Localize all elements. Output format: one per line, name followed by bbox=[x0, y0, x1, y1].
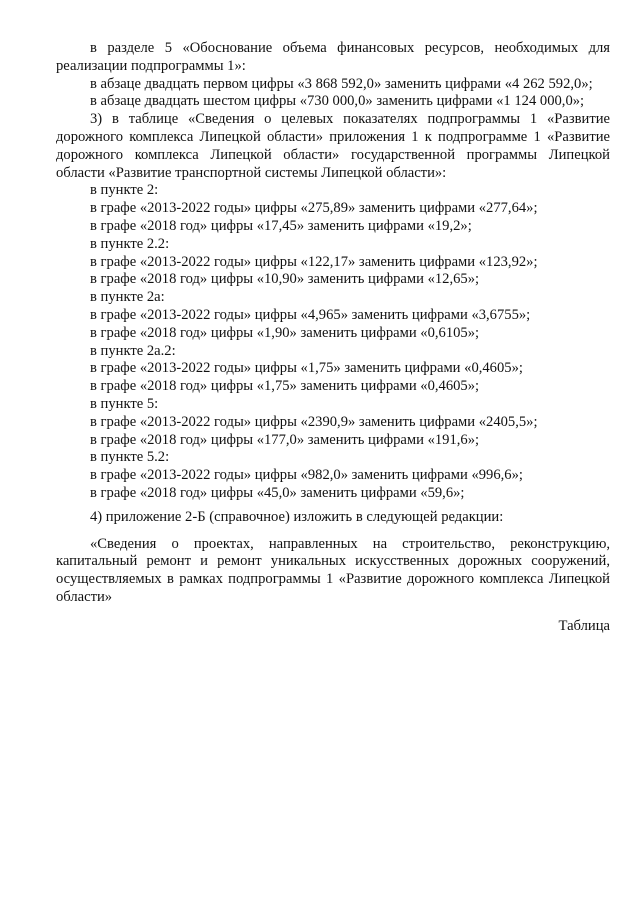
paragraph-point-2-2: в пункте 2.2: bbox=[90, 235, 170, 252]
paragraph-section5: в разделе 5 «Обоснование объема финансовых ресурсов, необходимых для реализации подпрограммы 1»: bbox=[56, 40, 610, 74]
paragraph-point-2: в пункте 2: bbox=[90, 182, 159, 199]
paragraph-point-5-2-row1: в графе «2013-2022 годы» цифры «982,0» заменить цифрами «996,6»; bbox=[90, 467, 523, 484]
paragraph-point-5-row1: в графе «2013-2022 годы» цифры «2390,9» заменить цифрами «2405,5»; bbox=[90, 413, 538, 430]
paragraph-point-2-2-row1: в графе «2013-2022 годы» цифры «122,17» заменить цифрами «123,92»; bbox=[90, 253, 538, 270]
paragraph-point-5: в пункте 5: bbox=[90, 395, 159, 412]
paragraph-point-5-row2: в графе «2018 год» цифры «177,0» заменить цифрами «191,6»; bbox=[90, 431, 480, 448]
table-label: Таблица bbox=[558, 617, 610, 634]
paragraph-point-2-row2: в графе «2018 год» цифры «17,45» заменить цифрами «19,2»; bbox=[90, 217, 472, 234]
paragraph-abzac-21: в абзаце двадцать первом цифры «3 868 592,0» заменить цифрами «4 262 592,0»; bbox=[90, 75, 593, 92]
paragraph-point-5-2-row2: в графе «2018 год» цифры «45,0» заменить цифрами «59,6»; bbox=[90, 484, 465, 501]
paragraph-point-2a-row1: в графе «2013-2022 годы» цифры «4,965» заменить цифрами «3,6755»; bbox=[90, 306, 531, 323]
paragraph-point-2-2-row2: в графе «2018 год» цифры «10,90» заменить цифрами «12,65»; bbox=[90, 271, 480, 288]
paragraph-appendix-title: «Сведения о проектах, направленных на строительство, реконструкцию, капитальный ремонт и ремонт уникальных искусственных дорожных сооружений, осуществляемых в рамках подпрограммы 1 «Развитие дорожного комплекса Липецкой области» bbox=[56, 535, 610, 605]
document-page bbox=[56, 40, 610, 636]
paragraph-point-2a: в пункте 2а: bbox=[90, 289, 165, 306]
paragraph-abzac-26: в абзаце двадцать шестом цифры «730 000,0» заменить цифрами «1 124 000,0»; bbox=[90, 93, 585, 110]
paragraph-point-5-2: в пункте 5.2: bbox=[90, 449, 170, 466]
paragraph-point-2-row1: в графе «2013-2022 годы» цифры «275,89» заменить цифрами «277,64»; bbox=[90, 200, 538, 217]
paragraph-point-2a-row2: в графе «2018 год» цифры «1,90» заменить цифрами «0,6105»; bbox=[90, 324, 480, 341]
paragraph-point-2a-2-row1: в графе «2013-2022 годы» цифры «1,75» заменить цифрами «0,4605»; bbox=[90, 360, 523, 377]
paragraph-item-4: 4) приложение 2-Б (справочное) изложить в следующей редакции: bbox=[90, 508, 504, 525]
paragraph-point-2a-2: в пункте 2а.2: bbox=[90, 342, 176, 359]
paragraph-item-3: 3) в таблице «Сведения о целевых показателях подпрограммы 1 «Развитие дорожного комплекса Липецкой области» приложения 1 к подпрограмме 1 «Развитие дорожного комплекса Липецкой области» государственной программы Липецкой области «Развитие транспортной системы Липецкой области»: bbox=[56, 111, 610, 181]
paragraph-point-2a-2-row2: в графе «2018 год» цифры «1,75» заменить цифрами «0,4605»; bbox=[90, 378, 480, 395]
